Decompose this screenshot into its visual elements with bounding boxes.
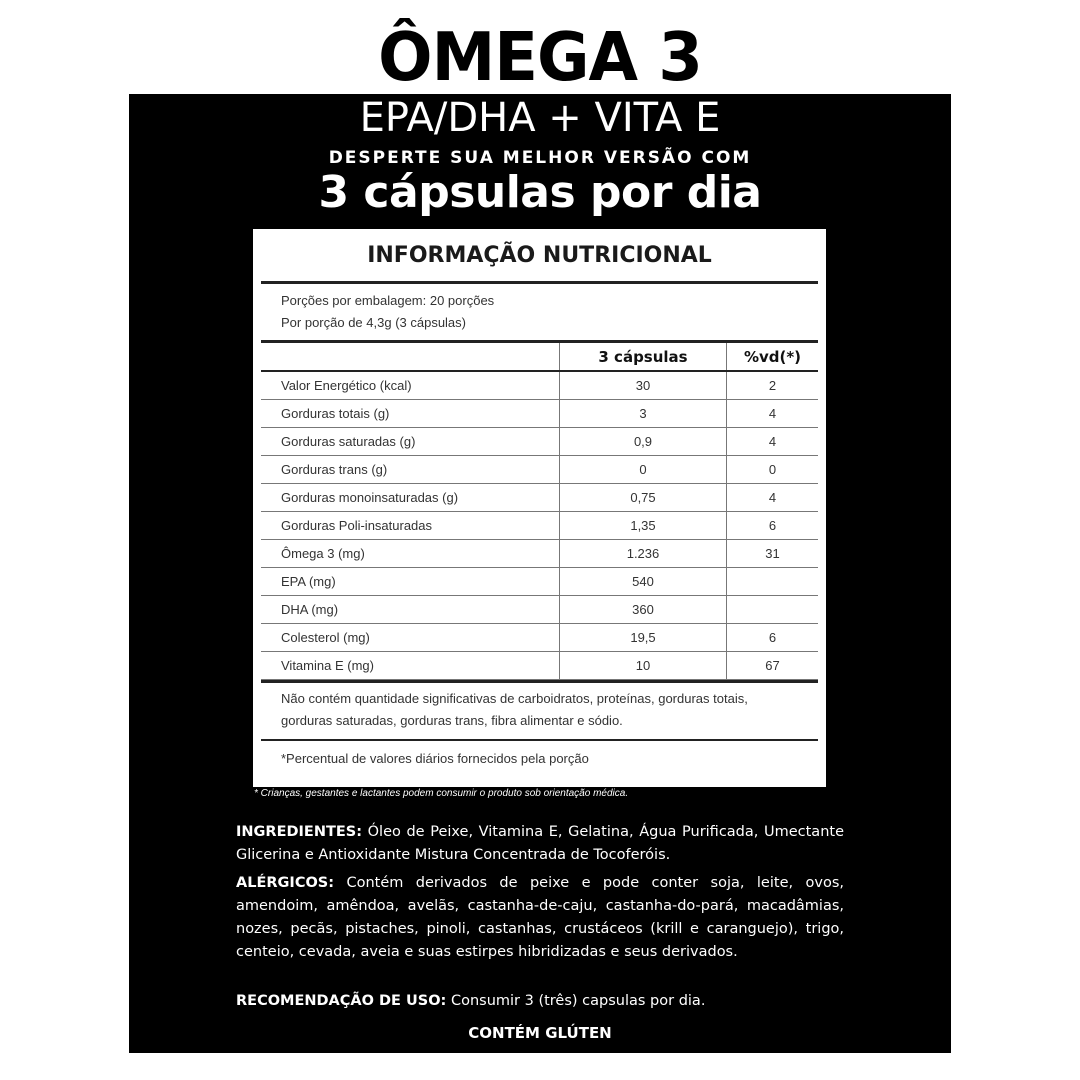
table-row: [261, 540, 818, 568]
nutrient-amount: 0: [560, 456, 727, 484]
nutrient-dv: 31: [727, 540, 819, 568]
table-row: [261, 371, 818, 400]
nutrient-name: Gorduras saturadas (g): [261, 428, 560, 456]
ingredients-block: [236, 821, 844, 867]
nutrient-amount: 3: [560, 400, 727, 428]
divider: [261, 281, 818, 284]
table-row: [261, 652, 818, 680]
ingredients-text: Óleo de Peixe, Vitamina E, Gelatina, Água Purificada, Umectante Glicerina e Antioxidante Mistura Concentrada de Tocoferóis.: [236, 824, 844, 863]
allergens-block: [236, 872, 844, 964]
nutrient-dv: 6: [727, 624, 819, 652]
nutrient-amount: 19,5: [560, 624, 727, 652]
table-row: [261, 624, 818, 652]
nutrient-amount: 360: [560, 596, 727, 624]
nutrient-dv: [727, 568, 819, 596]
table-row: [261, 484, 818, 512]
column-header-dv: %vd(*): [727, 343, 819, 371]
allergens-text: Contém derivados de peixe e pode conter soja, leite, ovos, amendoim, amêndoa, avelãs, castanha-de-caju, castanha-do-pará, macadâmias, nozes, pecãs, pistaches, pinoli, castanhas, crustáceos (krill e caranguejo), trigo, centeio, cevada, aveia e suas estirpes hibridizadas e seus derivados.: [236, 875, 844, 960]
nutrient-dv: [727, 596, 819, 624]
nutrient-name: DHA (mg): [261, 596, 560, 624]
nutrient-name: Colesterol (mg): [261, 624, 560, 652]
nutrient-amount: 10: [560, 652, 727, 680]
nutrient-dv: 4: [727, 484, 819, 512]
headline: 3 cápsulas por dia: [318, 167, 762, 218]
nutrient-name: Vitamina E (mg): [261, 652, 560, 680]
table-row: [261, 400, 818, 428]
nutrient-name: EPA (mg): [261, 568, 560, 596]
product-subtitle: EPA/DHA + VITA E: [359, 95, 721, 141]
gluten-warning: CONTÉM GLÚTEN: [468, 1024, 612, 1042]
disclaimer: * Crianças, gestantes e lactantes podem consumir o produto sob orientação médica.: [254, 788, 629, 799]
table-row: [261, 428, 818, 456]
nutrient-name: Ômega 3 (mg): [261, 540, 560, 568]
nutrient-name: Gorduras totais (g): [261, 400, 560, 428]
divider: [261, 680, 818, 683]
nutrient-name: Gorduras trans (g): [261, 456, 560, 484]
nutrient-amount: 0,9: [560, 428, 727, 456]
nutrient-name: Valor Energético (kcal): [261, 371, 560, 400]
servings-per-package: Porções por embalagem: 20 porções: [281, 293, 495, 308]
table-row: [261, 596, 818, 624]
dv-note: *Percentual de valores diários fornecidos pela porção: [281, 751, 589, 766]
nutrition-table: [261, 343, 818, 680]
nutrient-amount: 0,75: [560, 484, 727, 512]
usage-text: Consumir 3 (três) capsulas por dia.: [446, 993, 706, 1009]
nutrition-note: Não contém quantidade significativas de carboidratos, proteínas, gorduras totais, gorduras saturadas, gorduras trans, fibra alimentar e sódio.: [281, 691, 748, 728]
nutrition-title: INFORMAÇÃO NUTRICIONAL: [367, 243, 712, 268]
nutrient-amount: 1.236: [560, 540, 727, 568]
nutrient-amount: 1,35: [560, 512, 727, 540]
nutrient-amount: 30: [560, 371, 727, 400]
serving-size: Por porção de 4,3g (3 cápsulas): [281, 315, 466, 330]
tagline: DESPERTE SUA MELHOR VERSÃO COM: [328, 148, 752, 168]
nutrient-name: Gorduras monoinsaturadas (g): [261, 484, 560, 512]
nutrient-dv: 2: [727, 371, 819, 400]
table-row: [261, 512, 818, 540]
nutrient-name: Gorduras Poli-insaturadas: [261, 512, 560, 540]
nutrient-dv: 67: [727, 652, 819, 680]
ingredients-label: INGREDIENTES:: [236, 824, 363, 840]
table-row: [261, 456, 818, 484]
usage-block: [236, 990, 844, 1013]
table-header-row: [261, 343, 818, 371]
column-header: [261, 343, 560, 371]
column-header-amount: 3 cápsulas: [560, 343, 727, 371]
table-row: [261, 568, 818, 596]
product-title: ÔMEGA 3: [378, 19, 702, 97]
nutrition-facts-card: [253, 229, 826, 787]
nutrient-dv: 0: [727, 456, 819, 484]
nutrient-dv: 4: [727, 400, 819, 428]
nutrient-dv: 4: [727, 428, 819, 456]
nutrient-dv: 6: [727, 512, 819, 540]
allergens-label: ALÉRGICOS:: [236, 875, 335, 891]
divider: [261, 739, 818, 741]
nutrient-amount: 540: [560, 568, 727, 596]
usage-label: RECOMENDAÇÃO DE USO:: [236, 993, 447, 1009]
